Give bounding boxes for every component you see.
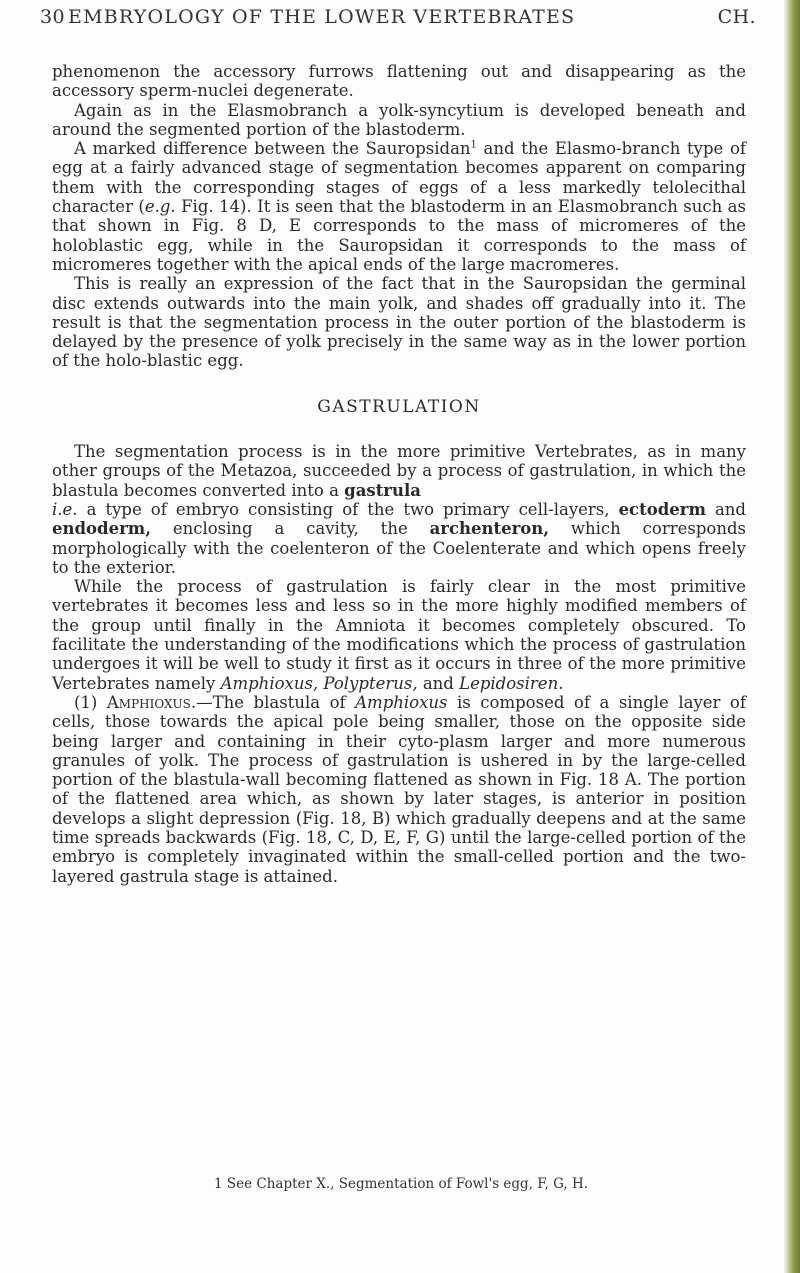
running-title: EMBRYOLOGY OF THE LOWER VERTEBRATES (68, 6, 576, 28)
paragraph-yolk-syncytium: Again as in the Elasmobranch a yolk-syncytium is developed beneath and around the segmented portion of the blastoderm. (52, 100, 746, 139)
section-heading-gastrulation: GASTRULATION (317, 396, 481, 417)
term-ectoderm: ectoderm (618, 499, 706, 519)
paragraph-gastrulation-intro: The segmentation process is in the more primitive Vertebrates, as in many other groups of the Metazoa, succeeded by a process of gastrulation, in which the blastula becomes converted into a gastrula i.e. a type of embryo consisting of the two primary cell-layers, ectoderm and endoderm, enclosing a cavity, the archenteron, which corresponds morphologically with the coelenteron of the Coelenterate and which opens freely to the exterior. (52, 442, 746, 577)
page-edge-binding (784, 0, 800, 1273)
page-number: 30 (40, 6, 65, 28)
body-text (52, 62, 746, 886)
paragraph-sauropsidan-difference: A marked difference between the Sauropsidan$^1$ and the Elasmo-branch type of egg at a fairly advanced stage of segmentation becomes apparent on comparing them with the corresponding stages of eggs of a less markedly telolecithal character (e.g. Fig. 14). It is seen that the blastoderm in an Elasmobranch such as that shown in Fig. 8 D, E corresponds to the mass of micromeres of the holoblastic egg, while in the Sauropsidan it corresponds to the mass of micromeres together with the apical ends of the large macromeres. (52, 139, 746, 274)
footnote-reference: 1 (470, 139, 477, 151)
subheading-amphioxus: Amphioxus. (106, 692, 197, 712)
paragraph-amphioxus: (1) Amphioxus.—The blastula of Amphioxus is composed of a single layer of cells, those towards the apical pole being smaller, those on the opposite side being larger and containing in their cyto-plasm larger and more numerous granules of yolk. The process of gastrulation is ushered in by the large-celled portion of the blastula-wall becoming flattened as shown in Fig. 18 A. The portion of the flattened area which, as shown by later stages, is anterior in position develops a slight depression (Fig. 18, B) which gradually deepens and at the same time spreads backwards (Fig. 18, C, D, E, F, G) until the large-celled portion of the embryo is completely invaginated within the small-celled portion and the two-layered gastrula stage is attained. (52, 692, 746, 886)
paragraph-germinal-disc: This is really an expression of the fact that in the Sauropsidan the germinal disc extends outwards into the main yolk, and shades off gradually into it. The result is that the segmentation process in the outer portion of the blastoderm is delayed by the presence of yolk precisely in the same way as in the lower portion of the holo-blastic egg. (52, 274, 746, 371)
term-gastrula: gastrula (344, 480, 421, 500)
paragraph-primitive-vertebrates: While the process of gastrulation is fairly clear in the most primitive vertebrates it becomes less and less so in the more highly modified members of the group until finally in the Amniota it becomes completely obscured. To facilitate the understanding of the modifications which the process of gastrulation undergoes it will be well to study it first as it occurs in three of the more primitive Vertebrates namely Amphioxus, Polypterus, and Lepidosiren. (52, 577, 746, 693)
term-archenteron: archenteron, (429, 519, 550, 539)
paragraph-continuation: phenomenon the accessory furrows flattening out and disappearing as the accessory sperm-nuclei degenerate. (52, 62, 746, 101)
footnote: 1 See Chapter X., Segmentation of Fowl's egg, F, G, H. (214, 1176, 589, 1192)
chapter-abbrev: CH. (717, 6, 756, 28)
running-head (40, 6, 756, 32)
term-endoderm: endoderm, (52, 519, 151, 539)
